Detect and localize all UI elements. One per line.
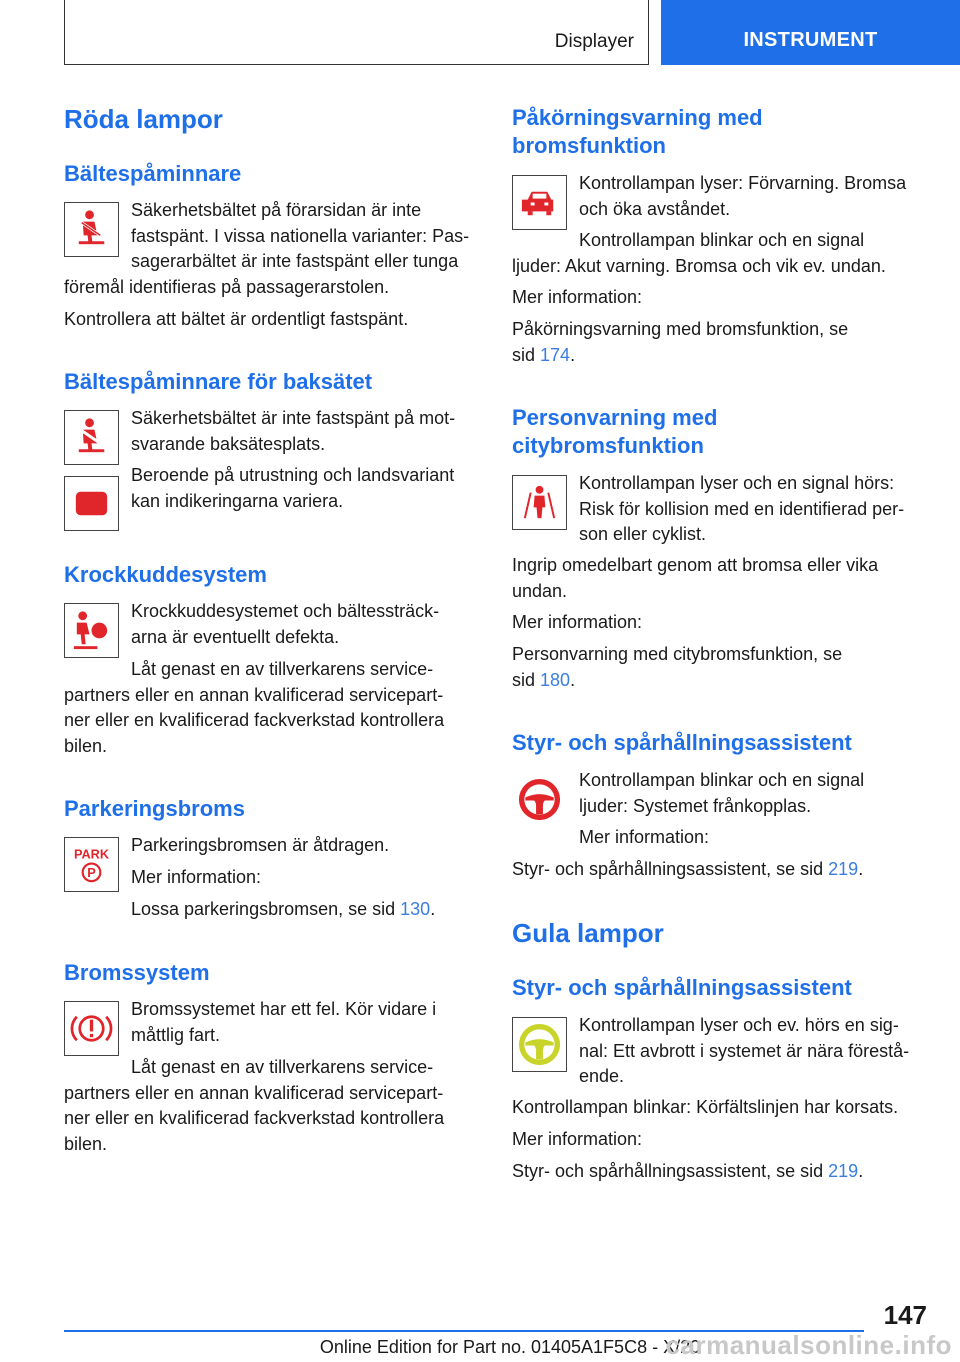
heading-red-lamps: Röda lampor (64, 104, 223, 134)
steering-assist-yellow-flash: Kontrollampan blinkar: Körfältslinjen har korsats. (512, 1097, 899, 1117)
steering-assist-red-desc-line-2: ljuder: Systemet frånkopplas. (579, 795, 812, 816)
page-link-180[interactable]: 180 (540, 669, 571, 690)
footer-edition: Online Edition for Part no. 01405A1F5C8 - X/20 (319, 1337, 701, 1357)
parking-brake-icon (64, 837, 119, 892)
page-link-219-b[interactable]: 219 (828, 1161, 859, 1181)
brake-system-instruction-line-1: Låt genast en av tillverkarens service- (131, 1057, 434, 1077)
pedestrian-warning-more-info: Mer information: (512, 612, 643, 632)
heading-yellow-lamps: Gula lampor (512, 918, 664, 948)
airbag-desc-line-2: arna är eventuellt defekta. (131, 626, 340, 647)
header-section-box (64, 0, 649, 65)
steering-wheel-red-icon (512, 772, 567, 827)
brake-system-desc-line-1: Bromssystemet har ett fel. Kör vidare i (131, 999, 437, 1019)
collision-warning-more-info: Mer information: (512, 287, 643, 307)
steering-assist-yellow-desc-line-1: Kontrollampan lyser och ev. hörs en sig- (579, 1015, 899, 1035)
steering-wheel-yellow-icon (512, 1017, 567, 1072)
airbag-instruction-line-2: partners eller en annan kvalificerad servicepart- (64, 684, 444, 705)
airbag-instruction-line-3: ner eller en kvalificerad fackverkstad kontrollera (64, 710, 445, 730)
section-title-brake-system: Bromssystem (64, 960, 210, 985)
steering-assist-yellow-desc-line-2: nal: Ett avbrott i systemet är nära förestå- (579, 1040, 910, 1061)
section-title-steering-assist-yellow: Styr- och spårhållningsassistent (512, 975, 852, 1000)
collision-warning-desc-line-2: och öka avståndet. (579, 198, 731, 219)
seatbelt-warning-icon (64, 202, 119, 257)
svg-text:P: P (87, 865, 96, 881)
parking-brake-more-info: Mer information: (131, 867, 262, 887)
steering-assist-red-reference: Styr- och spårhållningsassistent, se sid 219. (512, 859, 864, 879)
header-chapter-tab (661, 0, 960, 65)
rear-seatbelt-warning-icon (64, 410, 119, 465)
pedestrian-warning-reference-line-1: Personvarning med citybromsfunktion, se (512, 644, 843, 664)
steering-assist-red-more-info: Mer information: (579, 827, 710, 847)
section-title-collision-warning-line-1: Påkörningsvarning med (512, 105, 763, 130)
rear-seatbelt-note-line-2: kan indikeringarna variera. (131, 490, 344, 511)
steering-assist-yellow-desc-line-3: ende. (579, 1066, 625, 1086)
pedestrian-warning-desc-line-1: Kontrollampan lyser och en signal hörs: (579, 473, 895, 493)
watermark-logo: carmanualsonline.info (665, 1330, 952, 1360)
section-title-pedestrian-warning-line-1: Personvarning med (512, 405, 718, 430)
pedestrian-warning-reference-line-2: sid 180. (512, 669, 576, 690)
brake-system-instruction-line-2: partners eller en annan kvalificerad servicepart- (64, 1082, 444, 1103)
brake-system-desc-line-2: måttlig fart. (131, 1024, 221, 1045)
pedestrian-warning-desc-line-2: Risk för kollision med en identifierad per- (579, 498, 905, 519)
section-title-rear-seatbelt: Bältespåminnare för baksätet (64, 369, 373, 394)
brake-system-warning-icon (64, 1001, 119, 1056)
page-link-174[interactable]: 174 (540, 344, 571, 365)
header-section-label: Displayer (554, 31, 634, 52)
section-title-collision-warning-line-2: bromsfunktion (512, 133, 666, 158)
section-title-parking-brake: Parkeringsbroms (64, 796, 245, 821)
collision-warning-desc-line-1: Kontrollampan lyser: Förvarning. Bromsa (579, 173, 907, 193)
pedestrian-warning-action-line-2: undan. (512, 580, 568, 601)
parking-brake-reference: Lossa parkeringsbromsen, se sid 130. (131, 899, 436, 919)
page-number: 147 (883, 1300, 927, 1330)
seatbelt-instruction: Kontrollera att bältet är ordentligt fastspänt. (64, 309, 409, 329)
collision-warning-reference-line-2: sid 174. (512, 344, 576, 365)
brake-system-instruction-line-3: ner eller en kvalificerad fackverkstad kontrollera (64, 1108, 445, 1128)
rear-seatbelt-desc-line-1: Säkerhetsbältet är inte fastspänt på mot- (131, 408, 456, 428)
airbag-warning-icon (64, 603, 119, 658)
section-title-steering-assist-red: Styr- och spårhållningsassistent (512, 730, 852, 755)
seatbelt-desc-line-2: fastspänt. I vissa nationella varianter: Pas- (131, 225, 470, 246)
airbag-desc-line-1: Krockkuddesystemet och bältessträck- (131, 601, 440, 621)
seatbelt-desc-line-3: sagerarbältet är inte fastspänt eller tunga (131, 251, 459, 271)
header-chapter-label: INSTRUMENT (743, 29, 878, 51)
steering-assist-red-desc-line-1: Kontrollampan blinkar och en signal (579, 770, 865, 790)
rear-seatbelt-note-line-1: Beroende på utrustning och landsvariant (131, 465, 455, 485)
seatbelt-desc-line-4: föremål identifieras på passagerarstolen. (64, 276, 390, 297)
collision-warning-flash-line-1: Kontrollampan blinkar och en signal (579, 230, 865, 250)
section-title-airbag: Krockkuddesystem (64, 562, 267, 587)
parking-brake-desc: Parkeringsbromsen är åtdragen. (131, 835, 390, 855)
page-link-130[interactable]: 130 (400, 899, 431, 919)
brake-system-instruction-line-4: bilen. (64, 1133, 108, 1154)
collision-warning-reference-line-1: Påkörningsvarning med bromsfunktion, se (512, 319, 849, 339)
airbag-instruction-line-1: Låt genast en av tillverkarens service- (131, 659, 434, 679)
svg-text:PARK: PARK (73, 846, 110, 862)
rear-seatbelt-desc-line-2: svarande baksätesplats. (131, 433, 326, 454)
pedestrian-warning-icon (512, 475, 567, 530)
steering-assist-yellow-reference: Styr- och spårhållningsassistent, se sid 219. (512, 1161, 864, 1181)
section-title-seatbelt: Bältespåminnare (64, 161, 242, 186)
pedestrian-warning-action-line-1: Ingrip omedelbart genom att bromsa eller vika (512, 555, 879, 575)
collision-warning-icon (512, 175, 567, 230)
steering-assist-yellow-more-info: Mer information: (512, 1129, 643, 1149)
section-title-pedestrian-warning-line-2: citybromsfunktion (512, 433, 704, 458)
airbag-instruction-line-4: bilen. (64, 735, 108, 756)
page-link-219-a[interactable]: 219 (828, 859, 859, 879)
pedestrian-warning-desc-line-3: son eller cyklist. (579, 524, 707, 544)
seatbelt-desc-line-1: Säkerhetsbältet på förarsidan är inte (131, 200, 422, 220)
rear-seat-indicator-icon (64, 476, 119, 531)
collision-warning-flash-line-2: ljuder: Akut varning. Bromsa och vik ev. undan. (512, 255, 886, 276)
